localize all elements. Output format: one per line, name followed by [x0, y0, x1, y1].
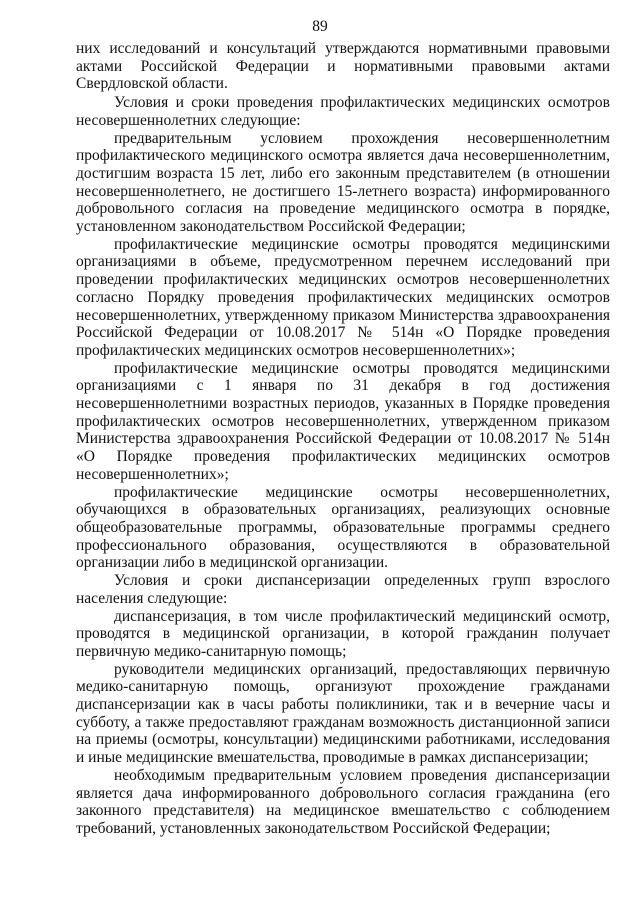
paragraph-dispensary-location: диспансеризация, в том числе профилактический медицинский осмотр, проводятся в медицинской организации, в которой гражданин получает первичную медико-санитарную помощь; — [76, 607, 610, 660]
paragraph-minors-exam-conditions-heading: Условия и сроки проведения профилактических медицинских осмотров несовершеннолетних следующие: — [76, 94, 610, 129]
page-number: 89 — [312, 18, 328, 35]
paragraph-continuation: них исследований и консультаций утверждаются нормативными правовыми актами Российской Федерации и нормативными правовыми актами Свердловской области. — [76, 40, 610, 93]
paragraph-informed-consent-minors: предварительным условием прохождения несовершеннолетним профилактического медицинского осмотра является дача несовершеннолетним, достигшим возраста 15 лет, либо его законным представителем (в отношении несовершеннолетнего, не достигшего 15-летнего возраста) информированного добровольного согласия на проведение медицинского осмотра в порядке, установленном законодательством Российской Федерации; — [76, 129, 610, 236]
paragraph-exam-students: профилактические медицинские осмотры несовершеннолетних, обучающихся в образовательных организациях, реализующих основные общеобразовательные программы, образовательные программы среднего профессионального образования, осуществляются в образовательной организации либо в медицинской организации. — [76, 483, 610, 572]
document-body — [76, 40, 610, 838]
paragraph-exam-scope: профилактические медицинские осмотры проводятся медицинскими организациями в объеме, предусмотренном перечнем исследований при проведении профилактических медицинских осмотров несовершеннолетних согласно Порядку проведения профилактических медицинских осмотров несовершеннолетних, утвержденному приказом Министерства здравоохранения Российской Федерации от 10.08.2017 № 514н «О Порядке проведения профилактических медицинских осмотров несовершеннолетних»; — [76, 235, 610, 359]
paragraph-dispensary-consent: необходимым предварительным условием проведения диспансеризации является дача информированного добровольного согласия гражданина (его законного представителя) на медицинское вмешательство с соблюдением требований, установленных законодательством Российской Федерации; — [76, 766, 610, 837]
paragraph-adult-dispensary-heading: Условия и сроки диспансеризации определенных групп взрослого населения следующие: — [76, 572, 610, 607]
paragraph-dispensary-organization: руководители медицинских организаций, предоставляющих первичную медико-санитарную помощь, организуют прохождение гражданами диспансеризации как в часы работы поликлиники, так и в вечерние часы и субботу, а также предоставляют гражданам возможность дистанционной записи на приемы (осмотры, консультации) медицинскими работниками, исследования и иные медицинские вмешательства, проводимые в рамках диспансеризации; — [76, 660, 610, 767]
paragraph-exam-timing: профилактические медицинские осмотры проводятся медицинскими организациями с 1 января по 31 декабря в год достижения несовершеннолетними возрастных периодов, указанных в Порядке проведения профилактических осмотров несовершеннолетних, утвержденном приказом Министерства здравоохранения Российской Федерации от 10.08.2017 № 514н «О Порядке проведения профилактических медицинских осмотров несовершеннолетних»; — [76, 359, 610, 483]
